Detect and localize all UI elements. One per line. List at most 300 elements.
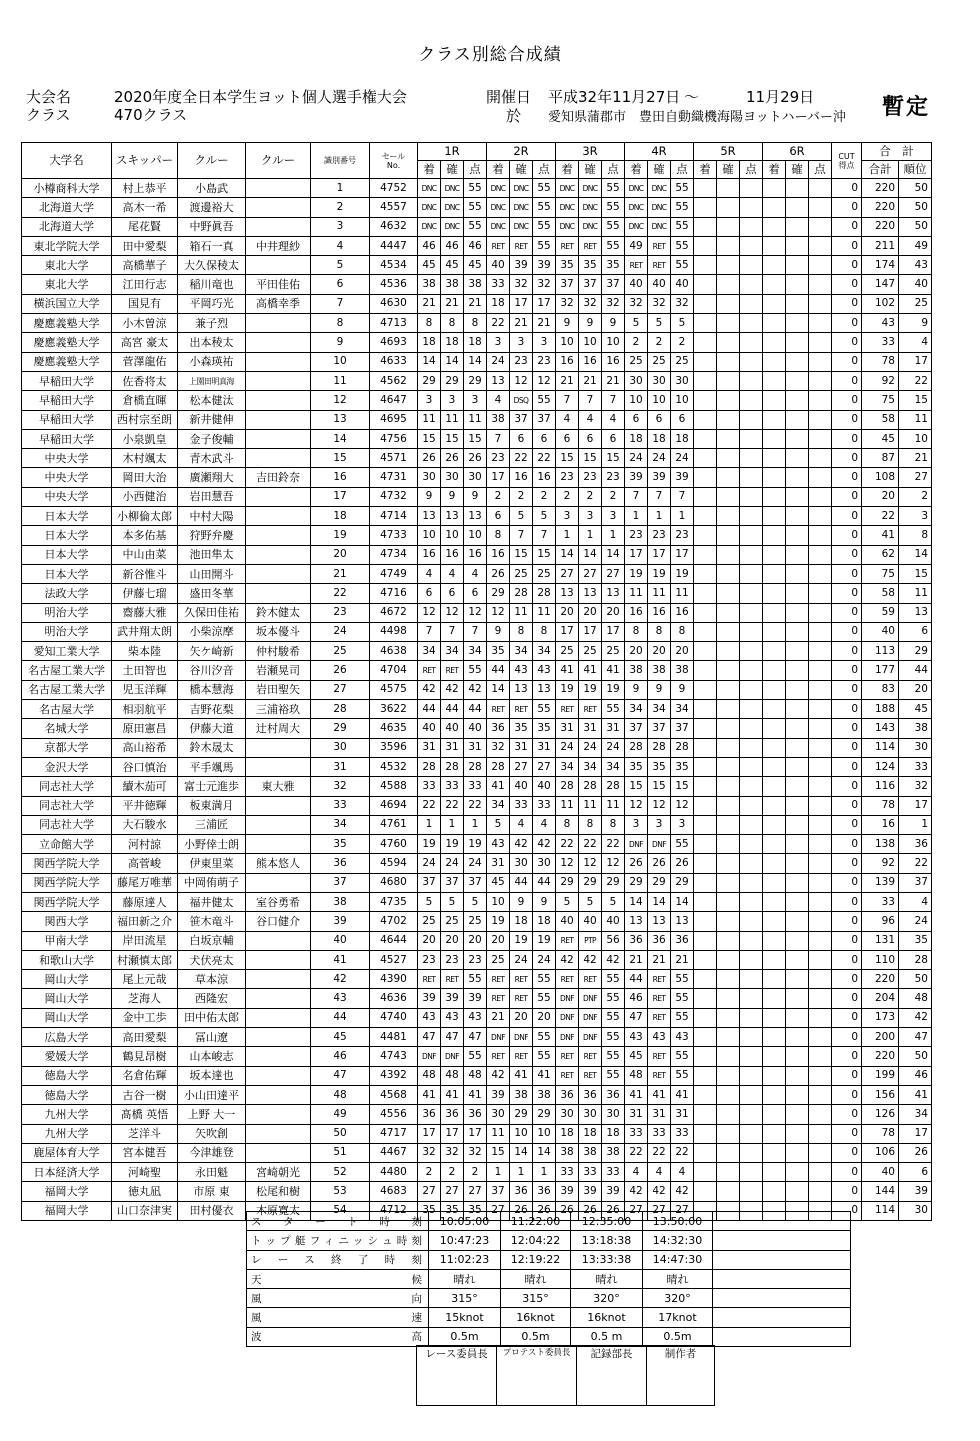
- race-2-finish-cell: 40: [487, 256, 510, 275]
- rank-cell: 20: [899, 680, 932, 699]
- race-3-finish-cell: 7: [556, 391, 579, 410]
- date-start: 平成32年11月27日: [548, 88, 681, 106]
- id-number-cell: 30: [311, 738, 370, 757]
- race-5-confirmed-cell: [717, 950, 740, 969]
- race-5-finish-cell: [694, 1028, 717, 1047]
- race-2-finish-cell: 5: [487, 815, 510, 834]
- race-5-finish-cell: [694, 680, 717, 699]
- crew-2-cell: [246, 410, 311, 429]
- race-2-points-cell: 18: [533, 912, 556, 931]
- table-row: [22, 622, 932, 641]
- rank-cell: 37: [899, 873, 932, 892]
- race-6-confirmed-cell: [786, 217, 809, 236]
- rank-cell: 25: [899, 294, 932, 313]
- race-6-finish-cell: [763, 622, 786, 641]
- race-1-points-cell: 5: [464, 892, 487, 911]
- cut-points-cell: 0: [832, 1105, 862, 1124]
- race-4-points-cell: 55: [671, 970, 694, 989]
- race-1-points-cell: 24: [464, 854, 487, 873]
- race-1-confirmed-cell: 11: [441, 410, 464, 429]
- race-3-confirmed-cell: 8: [579, 815, 602, 834]
- condition-label: トップ艇フィニッシュ時刻: [247, 1231, 429, 1250]
- race-6-finish-cell: [763, 507, 786, 526]
- university-cell: 関西大学: [22, 912, 112, 931]
- race-5-finish-cell: [694, 391, 717, 410]
- rank-cell: 28: [899, 950, 932, 969]
- race-6-confirmed-cell: [786, 526, 809, 545]
- race-6-finish-cell: [763, 1143, 786, 1162]
- race-6-points-cell: [809, 410, 832, 429]
- id-number-cell: 40: [311, 931, 370, 950]
- table-row: [22, 564, 932, 583]
- condition-row: [247, 1308, 851, 1327]
- race-1-points-cell: 55: [464, 1047, 487, 1066]
- rank-cell: 41: [899, 1085, 932, 1104]
- race-3-finish-cell: RET: [556, 700, 579, 719]
- condition-value-race-1: 315°: [429, 1289, 501, 1308]
- race-6-finish-cell: [763, 757, 786, 776]
- race-5-confirmed-cell: [717, 584, 740, 603]
- cut-points-cell: 0: [832, 410, 862, 429]
- status-badge: 暫定: [882, 95, 931, 120]
- race-1-points-cell: 26: [464, 449, 487, 468]
- race-3-confirmed-cell: 2: [579, 487, 602, 506]
- race-2-points-cell: 40: [533, 777, 556, 796]
- race-5-finish-cell: [694, 700, 717, 719]
- race-2-confirmed-cell: 24: [510, 950, 533, 969]
- condition-value-race-4: 320°: [643, 1289, 713, 1308]
- rank-cell: 26: [899, 1143, 932, 1162]
- date-label: 開催日: [486, 88, 532, 106]
- university-cell: 慶應義塾大学: [22, 314, 112, 333]
- cut-points-cell: 0: [832, 275, 862, 294]
- table-row: [22, 429, 932, 448]
- race-1-confirmed-cell: 39: [441, 989, 464, 1008]
- race-3-confirmed-cell: 16: [579, 352, 602, 371]
- table-row: [22, 815, 932, 834]
- race-5-finish-cell: [694, 719, 717, 738]
- condition-value-race-1: 11:02:23: [429, 1250, 501, 1269]
- race-2-finish-cell: 34: [487, 796, 510, 815]
- race-5-confirmed-cell: [717, 796, 740, 815]
- race-4-points-cell: 39: [671, 468, 694, 487]
- race-2-confirmed-cell: 5: [510, 507, 533, 526]
- race-3-finish-cell: 10: [556, 333, 579, 352]
- crew-2-cell: [246, 815, 311, 834]
- crew-2-cell: [246, 1008, 311, 1027]
- condition-blank: [713, 1231, 851, 1250]
- race-2-finish-cell: 6: [487, 507, 510, 526]
- university-cell: 東北大学: [22, 256, 112, 275]
- crew-1-cell: 中村大陽: [178, 507, 246, 526]
- race-1-points-cell: 29: [464, 371, 487, 390]
- race-2-points-cell: 1: [533, 1163, 556, 1182]
- id-number-cell: 31: [311, 757, 370, 776]
- race-1-points-cell: 27: [464, 1182, 487, 1201]
- race-6-points-cell: [809, 757, 832, 776]
- race-6-finish-cell: [763, 1047, 786, 1066]
- skipper-cell: 武井翔太朗: [112, 622, 178, 641]
- race-2-points-cell: 16: [533, 468, 556, 487]
- race-5-confirmed-cell: [717, 622, 740, 641]
- race-5-points-cell: [740, 1028, 763, 1047]
- sail-number-cell: 4756: [370, 429, 418, 448]
- cut-points-cell: 0: [832, 622, 862, 641]
- race-2-confirmed-cell: 9: [510, 892, 533, 911]
- total-cell: 96: [862, 912, 899, 931]
- condition-blank: [713, 1250, 851, 1269]
- race-1-finish-cell: 44: [418, 700, 441, 719]
- condition-blank: [713, 1308, 851, 1327]
- crew-1-cell: 廣瀬翔大: [178, 468, 246, 487]
- race-3-confirmed-cell: DNF: [579, 1008, 602, 1027]
- race-2-confirmed-cell: 31: [510, 738, 533, 757]
- rank-cell: 50: [899, 198, 932, 217]
- rank-cell: 6: [899, 1163, 932, 1182]
- race-2-finish-cell: 3: [487, 333, 510, 352]
- race-2-finish-cell: RET: [487, 970, 510, 989]
- crew-1-cell: 山田開斗: [178, 564, 246, 583]
- race-1-points-cell: 40: [464, 719, 487, 738]
- race-3-points-cell: 30: [602, 1105, 625, 1124]
- race-2-confirmed-cell: 38: [510, 1085, 533, 1104]
- crew-2-cell: [246, 314, 311, 333]
- race-6-finish-cell: [763, 1163, 786, 1182]
- race-2-confirmed-cell: 6: [510, 429, 533, 448]
- race-1-points-cell: 39: [464, 989, 487, 1008]
- sail-number-cell: 4532: [370, 757, 418, 776]
- race-2-confirmed-cell: 22: [510, 449, 533, 468]
- race-2-points-cell: 55: [533, 970, 556, 989]
- crew-1-cell: 板東満月: [178, 796, 246, 815]
- race-6-finish-cell: [763, 989, 786, 1008]
- id-number-cell: 22: [311, 584, 370, 603]
- race-2-finish-cell: 20: [487, 931, 510, 950]
- crew-2-cell: [246, 564, 311, 583]
- race-5-finish-cell: [694, 1182, 717, 1201]
- race-4-confirmed-cell: 12: [648, 796, 671, 815]
- total-cell: 78: [862, 1124, 899, 1143]
- race-3-finish-cell: DNF: [556, 1028, 579, 1047]
- race-4-points-cell: 37: [671, 719, 694, 738]
- crew-2-cell: [246, 333, 311, 352]
- race-3-finish-cell: 38: [556, 1143, 579, 1162]
- race-6-points-cell: [809, 333, 832, 352]
- race-3-finish-cell: 16: [556, 352, 579, 371]
- cut-points-cell: 0: [832, 449, 862, 468]
- race-2-points-cell: 26: [533, 1201, 556, 1220]
- race-5-points-cell: [740, 179, 763, 198]
- race-3-points-cell: 13: [602, 584, 625, 603]
- cut-points-cell: 0: [832, 487, 862, 506]
- table-row: [22, 950, 932, 969]
- race-1-confirmed-cell: 6: [441, 584, 464, 603]
- skipper-cell: 木村颯太: [112, 449, 178, 468]
- rank-cell: 50: [899, 970, 932, 989]
- race-6-confirmed-cell: [786, 371, 809, 390]
- race-1-confirmed-cell: 21: [441, 294, 464, 313]
- race-4-finish-cell: 48: [625, 1066, 648, 1085]
- race-4-confirmed-cell: 22: [648, 1143, 671, 1162]
- race-3-confirmed-cell: 22: [579, 835, 602, 854]
- race-6-points-cell: [809, 487, 832, 506]
- race-1-finish-cell: 29: [418, 371, 441, 390]
- total-cell: 147: [862, 275, 899, 294]
- race-1-points-cell: 48: [464, 1066, 487, 1085]
- race-2-finish-cell: RET: [487, 700, 510, 719]
- university-cell: 岡山大学: [22, 970, 112, 989]
- total-cell: 144: [862, 1182, 899, 1201]
- signature-records: 記録部長: [577, 1346, 647, 1406]
- skipper-cell: 續木茄可: [112, 777, 178, 796]
- race-3-points-cell: 4: [602, 410, 625, 429]
- race-1-finish-cell: 18: [418, 333, 441, 352]
- race-1-finish-cell: 21: [418, 294, 441, 313]
- sail-number-cell: 4714: [370, 507, 418, 526]
- crew-2-cell: [246, 970, 311, 989]
- id-number-cell: 7: [311, 294, 370, 313]
- total-cell: 92: [862, 854, 899, 873]
- table-row: [22, 1085, 932, 1104]
- skipper-cell: 大石駿水: [112, 815, 178, 834]
- race-3-finish-cell: DNC: [556, 198, 579, 217]
- race-2-finish-cell: DNC: [487, 179, 510, 198]
- race-6-finish-cell: [763, 1085, 786, 1104]
- race-2-points-cell: 13: [533, 680, 556, 699]
- race-3-finish-cell: DNC: [556, 179, 579, 198]
- race-4-confirmed-cell: 7: [648, 487, 671, 506]
- race-6-confirmed-cell: [786, 256, 809, 275]
- race-1-confirmed-cell: 25: [441, 912, 464, 931]
- id-number-cell: 50: [311, 1124, 370, 1143]
- crew-1-cell: 伊東里菜: [178, 854, 246, 873]
- race-4-finish-cell: 33: [625, 1124, 648, 1143]
- race-5-confirmed-cell: [717, 873, 740, 892]
- race-5-points-cell: [740, 1124, 763, 1143]
- race-6-confirmed-cell: [786, 449, 809, 468]
- condition-row: [247, 1250, 851, 1269]
- race-5-points-cell: [740, 1008, 763, 1027]
- race-6-finish-cell: [763, 1105, 786, 1124]
- event-label: 大会名: [26, 88, 72, 106]
- race-1-points-cell: 33: [464, 777, 487, 796]
- cut-points-cell: 0: [832, 1066, 862, 1085]
- crew-2-cell: [246, 429, 311, 448]
- table-row: [22, 468, 932, 487]
- race-4-confirmed-cell: 9: [648, 680, 671, 699]
- date-end: 11月29日: [746, 88, 815, 106]
- race-2-confirmed-cell: 43: [510, 661, 533, 680]
- race-1-confirmed-cell: DNC: [441, 198, 464, 217]
- condition-value-race-4: 14:47:30: [643, 1250, 713, 1269]
- race-1-points-cell: 13: [464, 507, 487, 526]
- race-3-points-cell: 34: [602, 757, 625, 776]
- sail-number-cell: 4447: [370, 236, 418, 255]
- skipper-cell: 本多佑基: [112, 526, 178, 545]
- race-2-confirmed-cell: RET: [510, 236, 533, 255]
- race-6-confirmed-cell: [786, 661, 809, 680]
- race-6-confirmed-cell: [786, 352, 809, 371]
- race-2-confirmed-cell: RET: [510, 1047, 533, 1066]
- total-cell: 16: [862, 815, 899, 834]
- table-row: [22, 1124, 932, 1143]
- cut-points-cell: 0: [832, 236, 862, 255]
- race-6-confirmed-cell: [786, 198, 809, 217]
- crew-1-cell: 兼子烈: [178, 314, 246, 333]
- race-2-confirmed-cell: 2: [510, 487, 533, 506]
- race-2-points-cell: 39: [533, 256, 556, 275]
- condition-value-race-2: 315°: [501, 1289, 571, 1308]
- race-4-points-cell: 28: [671, 738, 694, 757]
- id-number-cell: 5: [311, 256, 370, 275]
- race-3-finish-cell: 41: [556, 661, 579, 680]
- race-5-finish-cell: [694, 333, 717, 352]
- crew-1-cell: 平手颯馬: [178, 757, 246, 776]
- total-cell: 33: [862, 333, 899, 352]
- id-number-cell: 29: [311, 719, 370, 738]
- sail-number-cell: 4556: [370, 1105, 418, 1124]
- race-4-points-cell: 43: [671, 1028, 694, 1047]
- race-3-confirmed-cell: RET: [579, 700, 602, 719]
- race-5-points-cell: [740, 892, 763, 911]
- crew-2-cell: [246, 989, 311, 1008]
- race-3-confirmed-cell: 24: [579, 738, 602, 757]
- crew-2-cell: [246, 835, 311, 854]
- condition-value-race-4: 0.5m: [643, 1327, 713, 1346]
- race-6-confirmed-cell: [786, 1105, 809, 1124]
- race-2-confirmed-cell: 12: [510, 371, 533, 390]
- race-6-points-cell: [809, 661, 832, 680]
- race-4-confirmed-cell: 41: [648, 1085, 671, 1104]
- race-1-points-cell: 55: [464, 661, 487, 680]
- race-5-finish-cell: [694, 1085, 717, 1104]
- race-4-points-cell: 35: [671, 757, 694, 776]
- race-4-finish-cell: 29: [625, 873, 648, 892]
- id-number-cell: 24: [311, 622, 370, 641]
- race-3-finish-cell: RET: [556, 1066, 579, 1085]
- race-3-confirmed-cell: 11: [579, 796, 602, 815]
- race-1-points-cell: 55: [464, 970, 487, 989]
- race-3-points-cell: 35: [602, 256, 625, 275]
- race-5-finish-cell: [694, 507, 717, 526]
- race-4-points-cell: 18: [671, 429, 694, 448]
- race-3-finish-cell: 25: [556, 642, 579, 661]
- race-3-points-cell: 29: [602, 873, 625, 892]
- skipper-cell: 金中工歩: [112, 1008, 178, 1027]
- race-6-finish-cell: [763, 236, 786, 255]
- race-5-points-cell: [740, 989, 763, 1008]
- cut-points-cell: 0: [832, 757, 862, 776]
- sail-number-cell: 4635: [370, 719, 418, 738]
- race-3-confirmed-cell: 14: [579, 545, 602, 564]
- race-5-confirmed-cell: [717, 545, 740, 564]
- university-cell: 徳島大学: [22, 1085, 112, 1104]
- condition-value-race-1: 10:05:00: [429, 1212, 501, 1231]
- race-3-confirmed-cell: 32: [579, 294, 602, 313]
- race-2-confirmed-cell: DSQ: [510, 391, 533, 410]
- total-cell: 220: [862, 1047, 899, 1066]
- race-5-confirmed-cell: [717, 931, 740, 950]
- race-1-points-cell: 55: [464, 217, 487, 236]
- col-race-1-points: 点: [464, 161, 487, 179]
- race-2-finish-cell: 38: [487, 410, 510, 429]
- race-6-confirmed-cell: [786, 642, 809, 661]
- race-3-points-cell: 55: [602, 700, 625, 719]
- skipper-cell: 高木一希: [112, 198, 178, 217]
- race-1-confirmed-cell: 38: [441, 275, 464, 294]
- race-5-finish-cell: [694, 1008, 717, 1027]
- table-row: [22, 487, 932, 506]
- race-5-finish-cell: [694, 873, 717, 892]
- race-5-finish-cell: [694, 198, 717, 217]
- table-row: [22, 352, 932, 371]
- rank-cell: 22: [899, 854, 932, 873]
- col-race-1: 1R: [418, 143, 487, 161]
- race-4-confirmed-cell: DNC: [648, 179, 671, 198]
- race-5-finish-cell: [694, 738, 717, 757]
- id-number-cell: 16: [311, 468, 370, 487]
- race-4-points-cell: 22: [671, 1143, 694, 1162]
- skipper-cell: 児玉洋輝: [112, 680, 178, 699]
- race-2-points-cell: 32: [533, 275, 556, 294]
- race-5-confirmed-cell: [717, 719, 740, 738]
- race-1-confirmed-cell: 22: [441, 796, 464, 815]
- crew-1-cell: 大久保稜太: [178, 256, 246, 275]
- race-3-finish-cell: 9: [556, 314, 579, 333]
- race-1-confirmed-cell: 28: [441, 757, 464, 776]
- race-2-points-cell: 34: [533, 642, 556, 661]
- col-id-number: 識別番号: [311, 143, 370, 179]
- race-6-confirmed-cell: [786, 179, 809, 198]
- venue-label: 於: [506, 107, 522, 125]
- race-5-confirmed-cell: [717, 970, 740, 989]
- race-4-finish-cell: 3: [625, 815, 648, 834]
- race-5-confirmed-cell: [717, 468, 740, 487]
- race-6-finish-cell: [763, 179, 786, 198]
- total-cell: 131: [862, 931, 899, 950]
- race-5-points-cell: [740, 275, 763, 294]
- race-6-confirmed-cell: [786, 468, 809, 487]
- race-3-confirmed-cell: RET: [579, 1066, 602, 1085]
- crew-2-cell: 岩瀬晃司: [246, 661, 311, 680]
- race-3-finish-cell: 23: [556, 468, 579, 487]
- race-4-confirmed-cell: 18: [648, 429, 671, 448]
- rank-cell: 50: [899, 179, 932, 198]
- race-2-finish-cell: 45: [487, 873, 510, 892]
- race-4-confirmed-cell: 2: [648, 333, 671, 352]
- race-4-finish-cell: 20: [625, 642, 648, 661]
- skipper-cell: 岸田流星: [112, 931, 178, 950]
- race-4-points-cell: 12: [671, 796, 694, 815]
- race-4-points-cell: 42: [671, 1182, 694, 1201]
- race-3-points-cell: 22: [602, 835, 625, 854]
- race-4-finish-cell: 22: [625, 1143, 648, 1162]
- race-1-points-cell: 43: [464, 1008, 487, 1027]
- col-race-3-finish: 着: [556, 161, 579, 179]
- race-6-finish-cell: [763, 738, 786, 757]
- race-4-points-cell: 31: [671, 1105, 694, 1124]
- class-name: 470クラス: [114, 106, 188, 124]
- race-2-confirmed-cell: 10: [510, 1124, 533, 1143]
- race-3-finish-cell: 37: [556, 275, 579, 294]
- race-1-finish-cell: 37: [418, 873, 441, 892]
- header-row-races: [22, 143, 932, 161]
- condition-value-race-3: 晴れ: [571, 1269, 643, 1288]
- race-2-points-cell: 30: [533, 854, 556, 873]
- race-5-points-cell: [740, 391, 763, 410]
- cut-points-cell: 0: [832, 700, 862, 719]
- race-4-points-cell: 32: [671, 294, 694, 313]
